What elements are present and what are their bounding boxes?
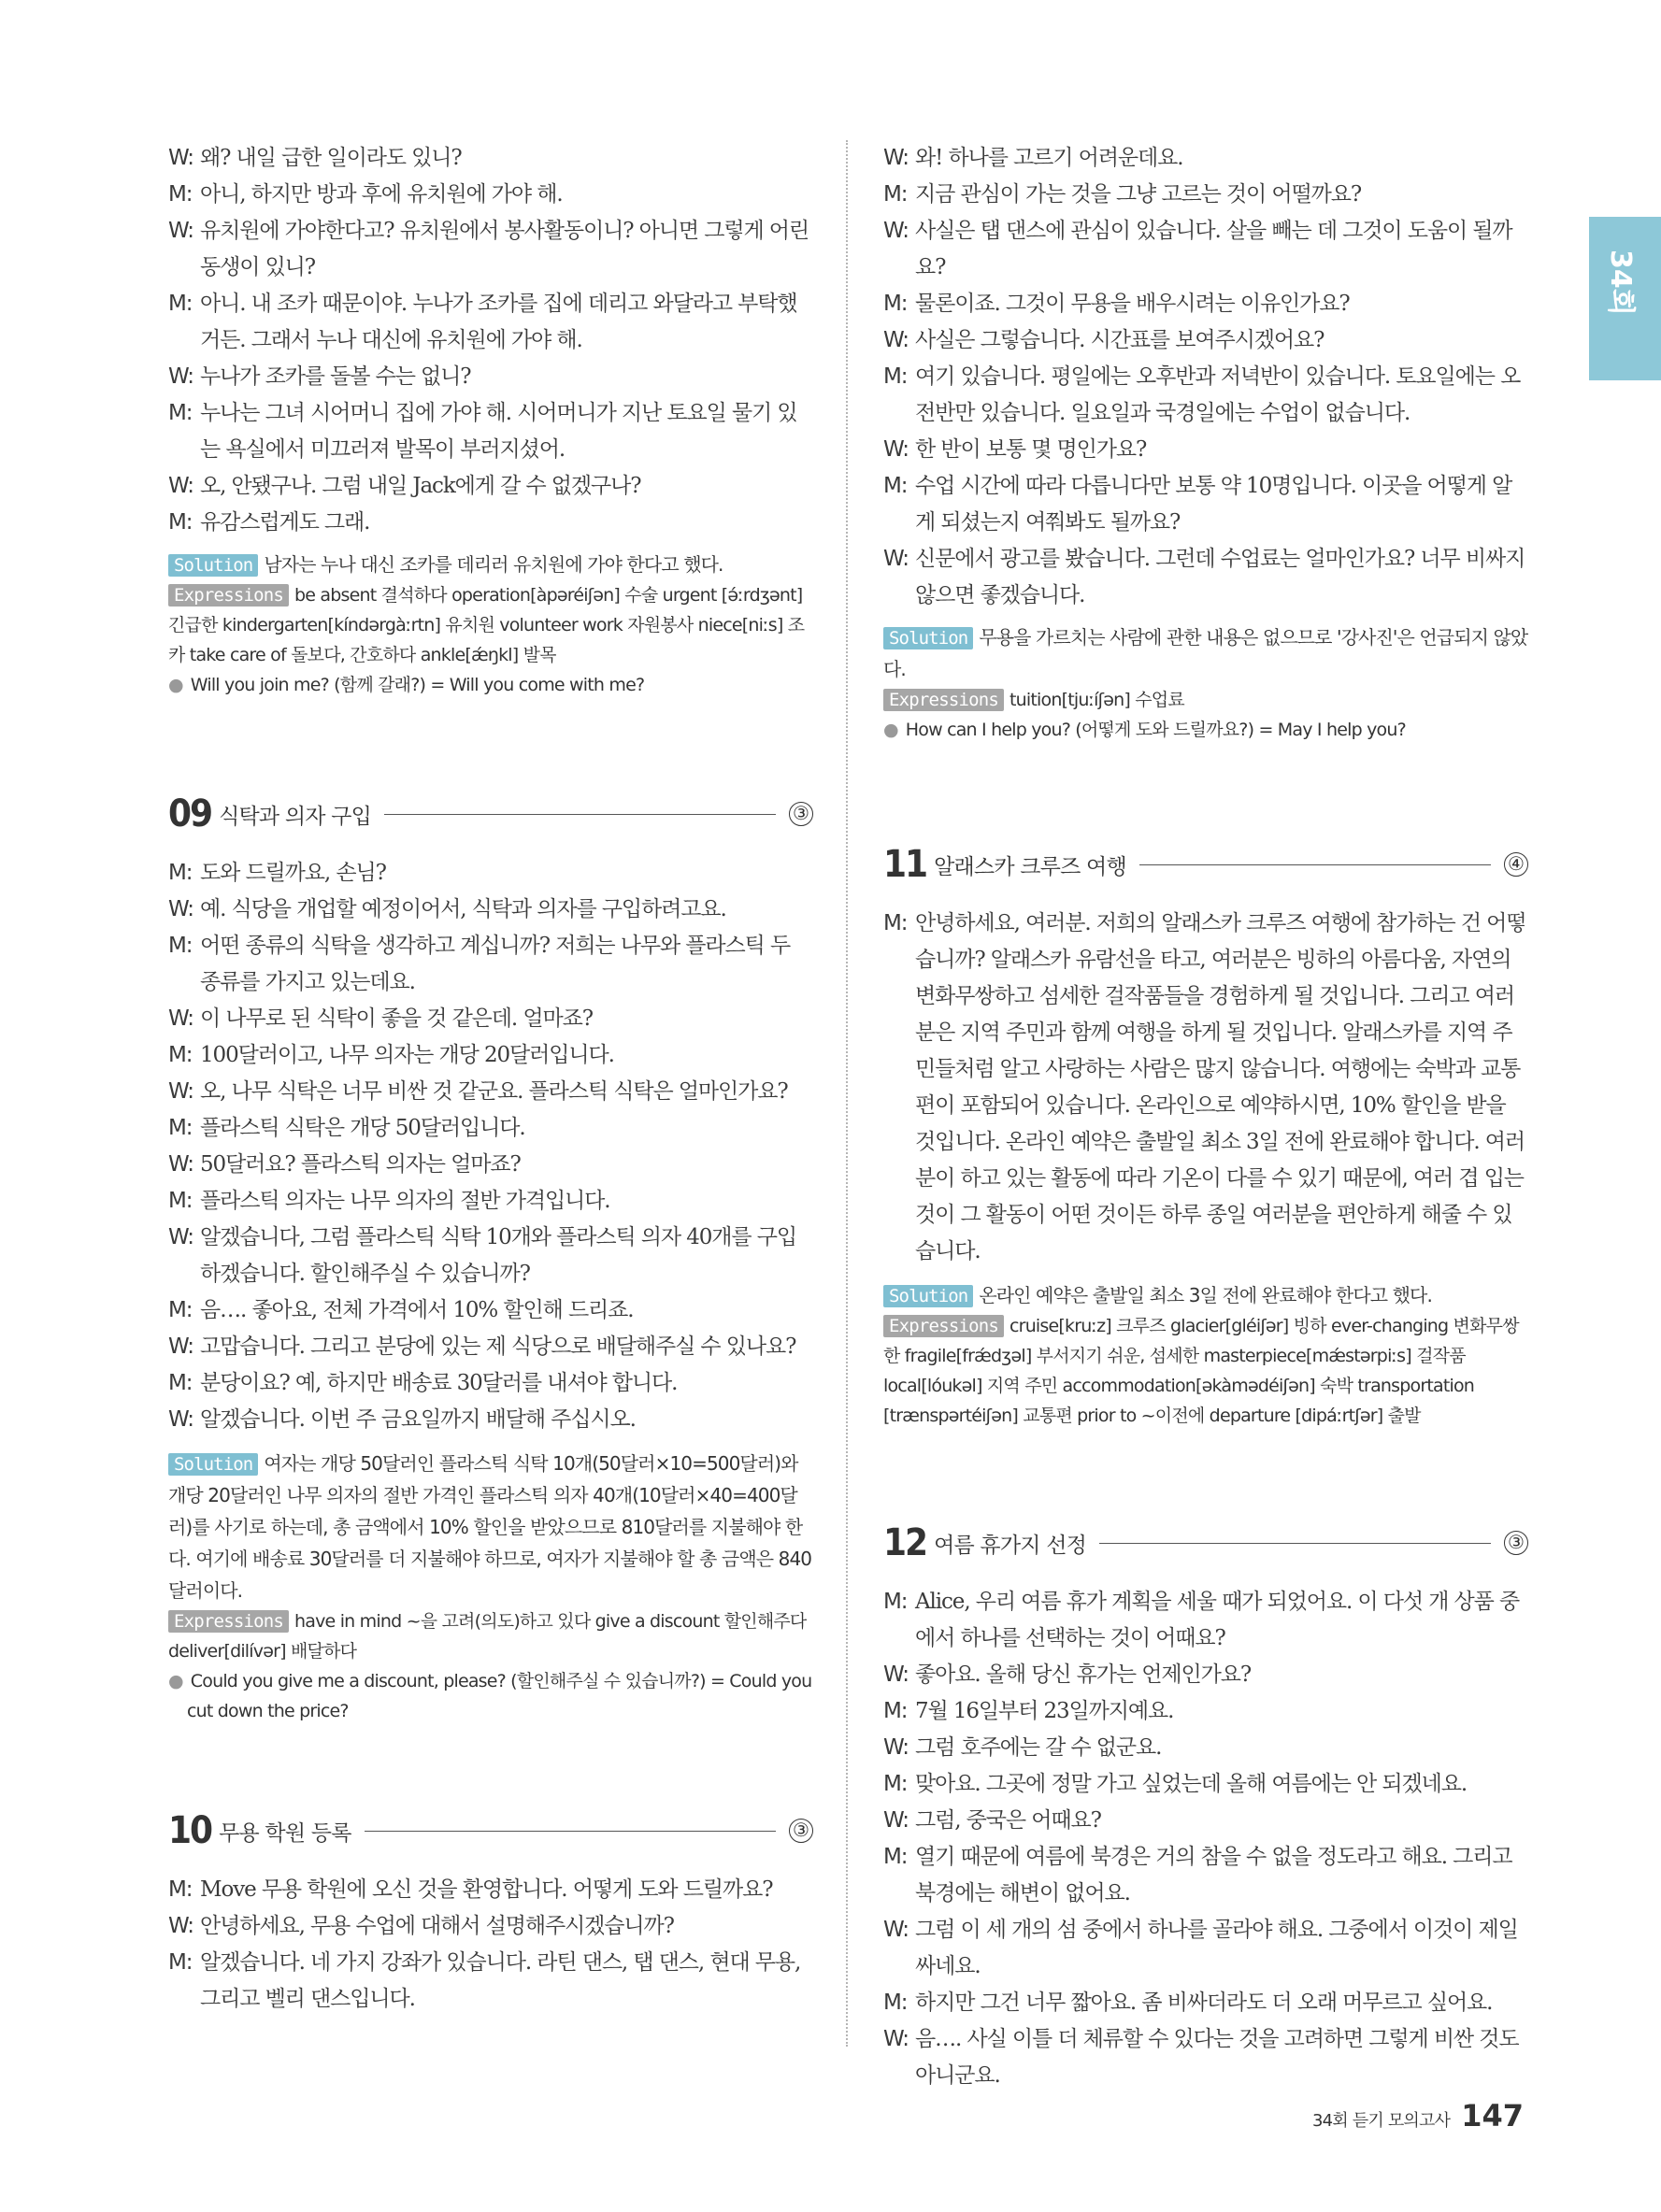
dialog-text: 안녕하세요, 여러분. 저희의 알래스카 크루즈 여행에 참가하는 건 어떻습니까? 알래스카 유람선을 타고, 여러분은 빙하의 아름다움, 자연의 변화무쌍하고 섬세한 걸작품들을 경험하게 될 것입니다. 그리고 여러분은 지역 주민과 함께 여행을 하게 될 것입니다. 알래스카를 지역 주민들처럼 알고 사랑하는 사람은 많지 않습니다. 여행에는 숙박과 교통편이 포함되어 있습니다. 온라인으로 예약하시면, 10% 할인을 받을 것입니다. 온라인 예약은 출발일 최소 3일 전에 완료해야 합니다. 여러분이 하고 있는 활동에 따라 기온이 다를 수 있기 때문에, 여러 겹 입는 것이 그 활동이 어떤 것이든 하루 종일 여러분을 편안하게 해줄 수 있습니다. — [915, 911, 1526, 1263]
solution — [168, 1448, 813, 1606]
speaker-label: W: — [883, 547, 909, 571]
dialog-text: 열기 때문에 여름에 북경은 거의 참을 수 없을 정도라고 해요. 그리고 북경에는 해변이 없어요. — [915, 1845, 1512, 1905]
dialog-text: 플라스틱 의자는 나무 의자의 절반 가격입니다. — [200, 1189, 610, 1213]
bullet-icon: ● — [883, 720, 898, 740]
section-rule — [365, 1831, 776, 1832]
dialog-text: 그럼, 중국은 어때요? — [915, 1808, 1101, 1833]
dialog-line — [883, 2021, 1528, 2094]
answer-mark: ③ — [789, 802, 813, 826]
dialog-text: 음…. 사실 이틀 더 체류할 수 있다는 것을 고려하면 그렇게 비싼 것도 아니군요. — [915, 2027, 1519, 2088]
dialog-line — [168, 1292, 813, 1329]
dialog-text: 유치원에 가야한다고? 유치원에서 봉사활동이니? 아니면 그렇게 어린 동생이 있니? — [200, 219, 809, 279]
dialog-line — [883, 1730, 1528, 1766]
section-header-09 — [168, 786, 813, 842]
dialog-line — [168, 1001, 813, 1037]
dialog-text: Alice, 우리 여름 휴가 계획을 세울 때가 되었어요. 이 다섯 개 상품 중에서 하나를 선택하는 것이 어때요? — [915, 1590, 1520, 1650]
dialog-text: 그럼 이 세 개의 섬 중에서 하나를 골라야 해요. 그중에서 이것이 제일 싸네요. — [915, 1918, 1518, 1978]
dialog — [168, 140, 813, 541]
section-header-12 — [883, 1515, 1528, 1571]
column-divider — [846, 140, 848, 2047]
section-number: 10 — [168, 1809, 212, 1852]
expressions — [883, 1311, 1528, 1431]
section-rule — [1139, 864, 1491, 865]
dialog-line — [168, 468, 813, 505]
dialog-text: 신문에서 광고를 봤습니다. 그런데 수업료는 얼마인가요? 너무 비싸지 않으면 좋겠습니다. — [915, 547, 1525, 607]
dialog-line — [883, 140, 1528, 177]
dialog-text: 분당이요? 예, 하지만 배송료 30달러를 내셔야 합니다. — [200, 1371, 678, 1395]
speaker-label: W: — [168, 219, 193, 243]
expressions-text: tuition[tjuːíʃən] 수업료 — [1009, 690, 1184, 710]
dialog-line — [168, 1402, 813, 1438]
dialog-line — [883, 1839, 1528, 1912]
speaker-label: M: — [168, 1043, 193, 1067]
section-title: 무용 학원 등록 — [219, 1820, 351, 1846]
solution — [168, 549, 813, 580]
dialog-line — [883, 1766, 1528, 1803]
dialog-line — [883, 322, 1528, 359]
solution-badge: Solution — [168, 1453, 258, 1476]
speaker-label: M: — [883, 1772, 908, 1796]
dialog-text: 왜? 내일 급한 일이라도 있니? — [200, 146, 462, 170]
expressions — [168, 580, 813, 670]
dialog-line — [168, 1945, 813, 2018]
dialog-text: 좋아요. 올해 당신 휴가는 언제인가요? — [915, 1663, 1252, 1687]
speaker-label: M: — [883, 1699, 908, 1723]
dialog-line — [168, 177, 813, 213]
dialog-text: 플라스틱 식탁은 개당 50달러입니다. — [200, 1116, 525, 1140]
dialog-line — [168, 359, 813, 395]
section-rule — [384, 814, 776, 815]
dialog-line — [883, 1693, 1528, 1730]
side-tab — [1589, 217, 1661, 380]
dialog-line — [883, 432, 1528, 468]
dialog-text: 한 반이 보통 몇 명인가요? — [915, 437, 1147, 462]
dialog-line — [168, 1908, 813, 1945]
speaker-label: M: — [883, 292, 908, 316]
dialog-text: 사실은 그렇습니다. 시간표를 보여주시겠어요? — [915, 328, 1325, 352]
tip — [883, 715, 1528, 745]
dialog-text: Move 무용 학원에 오신 것을 환영합니다. 어떻게 도와 드릴까요? — [200, 1877, 773, 1902]
dialog-text: 안녕하세요, 무용 수업에 대해서 설명해주시겠습니까? — [200, 1914, 674, 1938]
speaker-label: W: — [168, 1334, 193, 1359]
dialog-line — [168, 1110, 813, 1147]
speaker-label: M: — [168, 1189, 193, 1213]
speaker-label: W: — [168, 1225, 193, 1249]
speaker-label: W: — [883, 2027, 909, 2051]
bullet-icon: ● — [168, 1671, 183, 1691]
dialog-line — [168, 1147, 813, 1183]
speaker-label: M: — [168, 1371, 193, 1395]
side-tab-label: 34회 — [1604, 250, 1637, 316]
dialog-line — [168, 286, 813, 359]
solution-badge: Solution — [168, 554, 258, 577]
dialog-line — [883, 177, 1528, 213]
section-number: 09 — [168, 792, 212, 835]
speaker-label: M: — [883, 1845, 908, 1869]
speaker-label: W: — [168, 1152, 193, 1177]
dialog-text: 도와 드릴까요, 손님? — [200, 861, 386, 885]
dialog-line — [168, 1365, 813, 1402]
section-number: 11 — [883, 843, 927, 886]
dialog-text: 아니, 하지만 방과 후에 유치원에 가야 해. — [200, 182, 563, 207]
right-column — [883, 140, 1528, 2094]
dialog-text: 맞아요. 그곳에 정말 가고 싶었는데 올해 여름에는 안 되겠네요. — [915, 1772, 1468, 1796]
expressions-badge: Expressions — [168, 1610, 289, 1633]
page-footer — [1309, 2098, 1524, 2134]
left-column — [168, 140, 813, 2018]
dialog — [168, 855, 813, 1438]
speaker-label: M: — [168, 510, 193, 535]
expressions-text: be absent 결석하다 operation[àpəréiʃən] 수술 urgent [ə́ːrdʒənt] 긴급한 kindergarten[kíndərgàːrtn] 유치원 volunteer work 자원봉사 niece[niːs] 조카 take care of 돌보다, 간호하다 ankle[ǽŋkl] 발목 — [168, 585, 805, 665]
dialog-text: 하지만 그건 너무 짧아요. 좀 비싸더라도 더 오래 머무르고 싶어요. — [915, 1991, 1493, 2015]
dialog-line — [168, 892, 813, 928]
dialog-text: 50달러요? 플라스틱 의자는 얼마죠? — [200, 1152, 521, 1177]
dialog-text: 알겠습니다. 네 가지 강좌가 있습니다. 라틴 댄스, 탭 댄스, 현대 무용, 그리고 벨리 댄스입니다. — [200, 1950, 801, 2011]
section-title: 식탁과 의자 구입 — [219, 804, 372, 829]
expressions — [883, 685, 1528, 715]
solution-badge: Solution — [883, 1285, 973, 1307]
speaker-label: M: — [883, 1991, 908, 2015]
dialog-text: 고맙습니다. 그리고 분당에 있는 제 식당으로 배달해주실 수 있나요? — [200, 1334, 796, 1359]
dialog-line — [168, 855, 813, 892]
dialog-line — [883, 1584, 1528, 1657]
speaker-label: M: — [883, 364, 908, 389]
dialog — [883, 906, 1528, 1270]
dialog-line — [168, 1074, 813, 1110]
dialog-line — [883, 359, 1528, 432]
footer-label: 34회 듣기 모의고사 — [1311, 2111, 1451, 2131]
speaker-label: W: — [883, 219, 909, 243]
dialog-line — [168, 1183, 813, 1220]
speaker-label: W: — [168, 146, 193, 170]
speaker-label: W: — [883, 1808, 909, 1833]
dialog-line — [168, 1872, 813, 1908]
speaker-label: W: — [168, 897, 193, 921]
solution-text: 여자는 개당 50달러인 플라스틱 식탁 10개(50달러×10=500달러)와 개당 20달러인 나무 의자의 절반 가격인 플라스틱 의자 40개(10달러×40=400달러)를 사기로 하는데, 총 금액에서 10% 할인을 받았으므로 810달러를 지불해야 한다. 여기에 배송료 30달러를 더 지불해야 하므로, 여자가 지불해야 할 총 금액은 840달러이다. — [168, 1452, 812, 1602]
speaker-label: W: — [883, 1663, 909, 1687]
dialog-line — [168, 213, 813, 286]
expressions-text: have in mind ~을 고려(의도)하고 있다 give a discount 할인해주다 deliver[dilívər] 배달하다 — [168, 1611, 807, 1662]
page-number: 147 — [1461, 2098, 1524, 2134]
section-rule — [1099, 1543, 1491, 1544]
solution — [883, 621, 1528, 685]
dialog-line — [883, 1657, 1528, 1693]
expressions — [168, 1606, 813, 1666]
dialog-line — [883, 1912, 1528, 1985]
dialog-line — [883, 1985, 1528, 2021]
dialog-line — [883, 541, 1528, 614]
dialog-text: 100달러이고, 나무 의자는 개당 20달러입니다. — [200, 1043, 614, 1067]
speaker-label: M: — [883, 182, 908, 207]
speaker-label: W: — [168, 364, 193, 389]
dialog-text: 와! 하나를 고르기 어려운데요. — [915, 146, 1183, 170]
dialog-text: 어떤 종류의 식탁을 생각하고 계십니까? 저희는 나무와 플라스틱 두 종류를 가지고 있는데요. — [200, 934, 791, 994]
dialog-text: 여기 있습니다. 평일에는 오후반과 저녁반이 있습니다. 토요일에는 오전반만 있습니다. 일요일과 국경일에는 수업이 없습니다. — [915, 364, 1521, 425]
dialog-text: 사실은 탭 댄스에 관심이 있습니다. 살을 빼는 데 그것이 도움이 될까요? — [915, 219, 1512, 279]
dialog-line — [883, 213, 1528, 286]
dialog-line — [883, 906, 1528, 1270]
solution-badge: Solution — [883, 627, 973, 649]
dialog-line — [168, 1220, 813, 1292]
dialog-line — [883, 468, 1528, 541]
dialog-line — [168, 1037, 813, 1074]
speaker-label: M: — [168, 1116, 193, 1140]
dialog-text: 누나는 그녀 시어머니 집에 가야 해. 시어머니가 지난 토요일 물기 있는 욕실에서 미끄러져 발목이 부러지셨어. — [200, 401, 797, 462]
dialog — [883, 140, 1528, 614]
tip-text: How can I help you? (어떻게 도와 드릴까요?) = May I help you? — [905, 720, 1406, 740]
speaker-label: W: — [883, 146, 909, 170]
answer-mark: ③ — [789, 1819, 813, 1843]
speaker-label: M: — [168, 861, 193, 885]
expressions-badge: Expressions — [168, 584, 289, 607]
dialog — [168, 1872, 813, 2018]
speaker-label: W: — [168, 1914, 193, 1938]
tip-text: Could you give me a discount, please? (할인해주실 수 있습니까?) = Could you cut down the price? — [187, 1671, 812, 1721]
dialog-text: 지금 관심이 가는 것을 그냥 고르는 것이 어떨까요? — [915, 182, 1362, 207]
speaker-label: M: — [883, 911, 908, 935]
speaker-label: M: — [168, 934, 193, 958]
section-number: 12 — [883, 1521, 927, 1564]
speaker-label: M: — [168, 1298, 193, 1322]
speaker-label: W: — [168, 1407, 193, 1432]
speaker-label: M: — [168, 401, 193, 425]
dialog-text: 오, 나무 식탁은 너무 비싼 것 같군요. 플라스틱 식탁은 얼마인가요? — [200, 1079, 788, 1104]
speaker-label: M: — [168, 1877, 193, 1902]
dialog-text: 물론이죠. 그것이 무용을 배우시려는 이유인가요? — [915, 292, 1350, 316]
speaker-label: W: — [168, 1079, 193, 1104]
speaker-label: M: — [168, 292, 193, 316]
dialog-line — [168, 928, 813, 1001]
dialog-text: 누나가 조카를 돌볼 수는 없니? — [200, 364, 471, 389]
section-title: 알래스카 크루즈 여행 — [934, 854, 1126, 879]
speaker-label: W: — [168, 474, 193, 498]
section-header-10 — [168, 1803, 813, 1859]
answer-mark: ④ — [1504, 852, 1528, 877]
answer-mark: ③ — [1504, 1531, 1528, 1555]
dialog-text: 그럼 호주에는 갈 수 없군요. — [915, 1735, 1162, 1760]
speaker-label: W: — [883, 1918, 909, 1942]
speaker-label: W: — [168, 1006, 193, 1031]
dialog-line — [883, 1803, 1528, 1839]
dialog-line — [168, 395, 813, 468]
speaker-label: M: — [168, 1950, 193, 1975]
dialog-text: 유감스럽게도 그래. — [200, 510, 370, 535]
dialog-text: 아니. 내 조카 때문이야. 누나가 조카를 집에 데리고 와달라고 부탁했거든. 그래서 누나 대신에 유치원에 가야 해. — [200, 292, 797, 352]
dialog-text: 7월 16일부터 23일까지예요. — [915, 1699, 1174, 1723]
expressions-text: cruise[kruːz] 크루즈 glacier[gléiʃər] 빙하 ever-changing 변화무쌍한 fragile[frǽdʒəl] 부서지기 쉬운, 섬세한 masterpiece[mǽstərpiːs] 걸작품 local[lóukəl] 지역 주민 accommodation[əkàmədéiʃən] 숙박 transportation [trӕnspərtéiʃən] 교통편 prior to ~이전에 departure [dipáːrtʃər] 출발 — [883, 1316, 1519, 1426]
speaker-label: W: — [883, 328, 909, 352]
expressions-badge: Expressions — [883, 689, 1004, 711]
tip-text: Will you join me? (함께 갈래?) = Will you come with me? — [190, 675, 645, 695]
solution-text: 온라인 예약은 출발일 최소 3일 전에 완료해야 한다고 했다. — [979, 1284, 1432, 1306]
dialog-text: 오, 안됐구나. 그럼 내일 Jack에게 갈 수 없겠구나? — [200, 474, 641, 498]
section-title: 여름 휴가지 선정 — [934, 1533, 1087, 1558]
speaker-label: M: — [883, 1590, 908, 1614]
dialog-text: 알겠습니다, 그럼 플라스틱 식탁 10개와 플라스틱 의자 40개를 구입하겠습니다. 할인해주실 수 있습니까? — [200, 1225, 796, 1286]
speaker-label: W: — [883, 437, 909, 462]
bullet-icon: ● — [168, 675, 183, 695]
solution-text: 무용을 가르치는 사람에 관한 내용은 없으므로 '강사진'은 언급되지 않았다. — [883, 626, 1528, 680]
speaker-label: W: — [883, 1735, 909, 1760]
speaker-label: M: — [883, 474, 908, 498]
dialog-text: 음…. 좋아요, 전체 가격에서 10% 할인해 드리죠. — [200, 1298, 634, 1322]
dialog-text: 알겠습니다. 이번 주 금요일까지 배달해 주십시오. — [200, 1407, 636, 1432]
dialog-line — [168, 1329, 813, 1365]
section-header-11 — [883, 836, 1528, 892]
solution — [883, 1279, 1528, 1311]
dialog-text: 예. 식당을 개업할 예정이어서, 식탁과 의자를 구입하려고요. — [200, 897, 726, 921]
expressions-badge: Expressions — [883, 1315, 1004, 1337]
dialog — [883, 1584, 1528, 2094]
solution-text: 남자는 누나 대신 조카를 데리러 유치원에 가야 한다고 했다. — [264, 553, 723, 576]
tip — [168, 1666, 813, 1726]
dialog-text: 이 나무로 된 식탁이 좋을 것 같은데. 얼마죠? — [200, 1006, 593, 1031]
dialog-line — [883, 286, 1528, 322]
dialog-line — [168, 140, 813, 177]
tip — [168, 670, 813, 700]
dialog-line — [168, 505, 813, 541]
speaker-label: M: — [168, 182, 193, 207]
dialog-text: 수업 시간에 따라 다릅니다만 보통 약 10명입니다. 이곳을 어떻게 알게 되셨는지 여쭤봐도 될까요? — [915, 474, 1512, 535]
